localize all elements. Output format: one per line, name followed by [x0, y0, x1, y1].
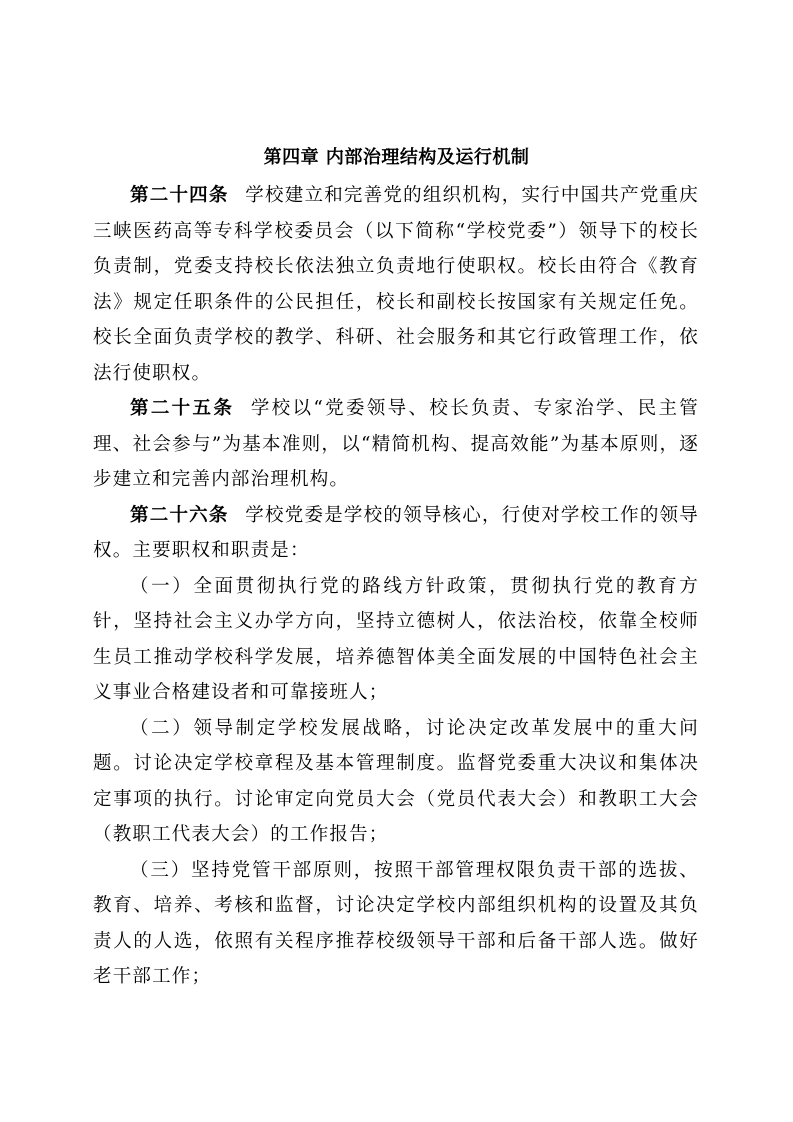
article-number: 第二十四条	[130, 185, 229, 206]
article-24-paragraph	[93, 178, 699, 391]
paragraph-text: 学校建立和完善党的组织机构，实行中国共产党重庆三峡医药高等专科学校委员会（以下简称“学校党委”）领导下的校长负责制，党委支持校长依法独立负责地行使职权。校长由符合《教育法》规定任职条件的公民担任，校长和副校长按国家有关规定任免。校长全面负责学校的教学、科研、社会服务和其它行政管理工作，依法行使职权。	[93, 185, 699, 384]
paragraph-text: （二）领导制定学校发展战略，讨论决定改革发展中的重大问题。讨论决定学校章程及基本管理制度。监督党委重大决议和集体决定事项的执行。讨论审定向党员大会（党员代表大会）和教职工大会（教职工代表大会）的工作报告；	[93, 717, 699, 845]
article-number: 第二十六条	[130, 504, 229, 526]
article-25-paragraph	[93, 391, 699, 498]
article-number: 第二十五条	[130, 398, 235, 419]
paragraph-text: 学校以“党委领导、校长负责、专家治学、民主管理、社会参与”为基本准则，以“精简机构、提高效能”为基本原则，逐步建立和完善内部治理机构。	[93, 398, 699, 490]
paragraph-text: （三）坚持党管干部原则，按照干部管理权限负责干部的选拔、教育、培养、考核和监督，讨论决定学校内部组织机构的设置及其负责人的人选，依照有关程序推荐校级领导干部和后备干部人选。做好老干部工作；	[93, 859, 699, 987]
paragraph-text: 学校党委是学校的领导核心，行使对学校工作的领导权。主要职权和职责是：	[93, 504, 699, 561]
document-body	[93, 178, 699, 995]
duty-item-1	[93, 569, 699, 711]
article-26-paragraph	[93, 498, 699, 569]
duty-item-3	[93, 853, 699, 995]
duty-item-2	[93, 711, 699, 853]
paragraph-text: （一）全面贯彻执行党的路线方针政策，贯彻执行党的教育方针，坚持社会主义办学方向，坚持立德树人，依法治校，依靠全校师生员工推动学校科学发展，培养德智体美全面发展的中国特色社会主义事业合格建设者和可靠接班人；	[93, 575, 699, 703]
chapter-title: 第四章 内部治理结构及运行机制	[263, 147, 530, 168]
